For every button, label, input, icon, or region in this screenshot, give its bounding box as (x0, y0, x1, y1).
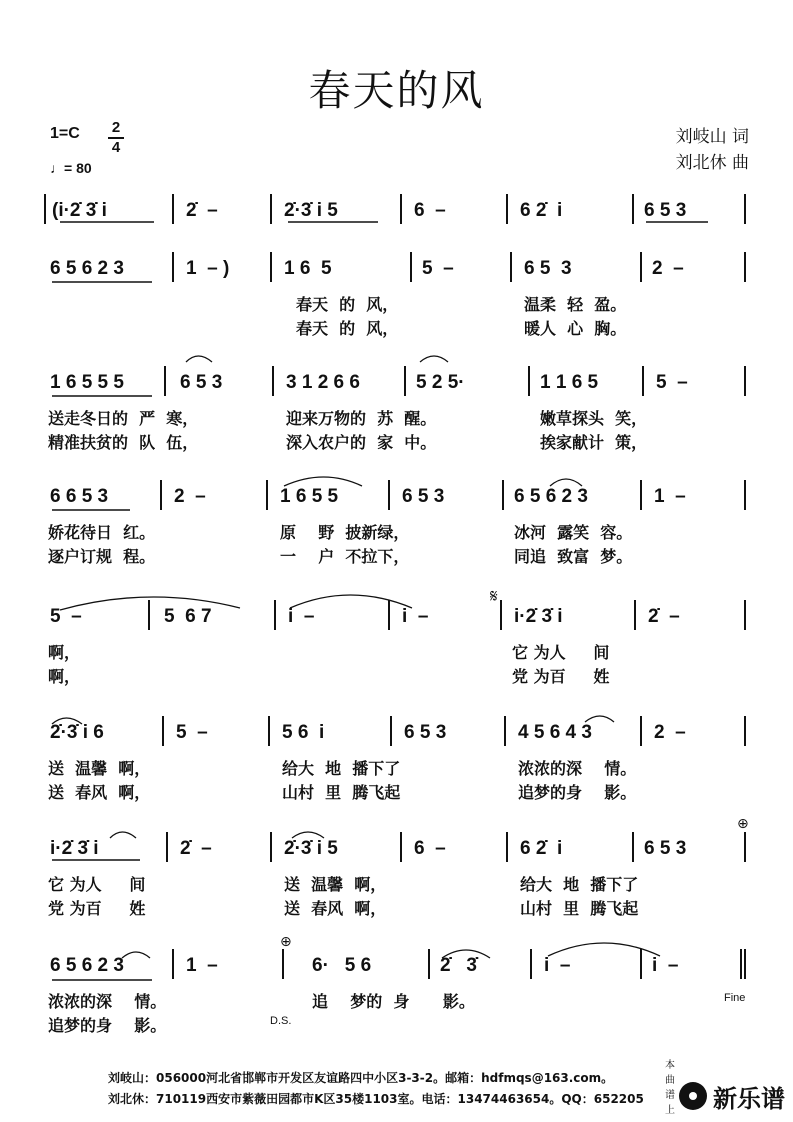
staff-line-4 (44, 486, 756, 576)
coda-icon: ⊕ (737, 816, 749, 832)
barline (530, 949, 532, 979)
composer-credit: 刘北休 曲 (675, 153, 749, 173)
notes-row (44, 838, 756, 868)
barline (500, 600, 502, 630)
lyric-phrase: 它 为人 间 (512, 643, 610, 662)
lyric-phrase: 送走冬日的 严 寒， (48, 409, 199, 428)
measure-notes: 5 – (422, 258, 454, 279)
time-signature-top: 2 (111, 119, 121, 136)
upload-note: 本曲谱上 (665, 1060, 675, 1116)
measure-notes: 5 6 i (282, 722, 325, 743)
barline (164, 366, 166, 396)
tempo-marking: ♩= 80 (50, 160, 92, 176)
ds-mark: D.S. (270, 1015, 292, 1027)
barline (740, 949, 742, 979)
measure-notes: 6 – (414, 200, 446, 221)
measure-notes: i – (288, 606, 315, 627)
measure-notes: 5 2 5· (416, 372, 465, 393)
measure-notes: 2̇ – (648, 606, 680, 627)
notes-row (44, 258, 756, 288)
lyricist-credit: 刘岐山 词 (675, 127, 749, 147)
measure-notes: 6 6 5 3 (50, 486, 109, 507)
staff-line-6 (44, 722, 756, 812)
measure-notes: 1 1 6 5 (540, 372, 599, 393)
measure-notes: 1 6 5 5 5 (50, 372, 124, 393)
lyric-phrase: 党 为百 姓 (48, 899, 146, 918)
measure-notes: 6 5 3 (404, 722, 447, 743)
time-signature (108, 120, 124, 156)
barline (266, 480, 268, 510)
measure-notes: 2 – (174, 486, 206, 507)
tie-arc (284, 477, 362, 486)
barline (172, 949, 174, 979)
barline (640, 949, 642, 979)
lyric-phrase: 送 温馨 啊， (48, 759, 151, 778)
barline (400, 832, 402, 862)
measure-notes: (i·2̇ 3̇ i (52, 200, 107, 221)
barline (160, 480, 162, 510)
lyric-phrase: 同追 致富 梦。 (514, 547, 633, 566)
barline (274, 600, 276, 630)
measure-notes: 5 6 7 (164, 606, 212, 627)
barline (270, 194, 272, 224)
barline (270, 252, 272, 282)
time-signature-bottom: 4 (111, 139, 121, 156)
tie-arc (420, 356, 448, 362)
barline (388, 600, 390, 630)
measure-notes: 2 – (654, 722, 686, 743)
barline (504, 716, 506, 746)
measure-notes: i·2̇ 3̇ i (50, 838, 99, 859)
measure-notes: 6 5 3 (180, 372, 223, 393)
tie-arc (186, 356, 212, 362)
barline (506, 194, 508, 224)
lyric-phrase: 春天 的 风， (296, 319, 399, 338)
measure-notes: 5 – (50, 606, 82, 627)
barline (744, 949, 746, 979)
barline (640, 480, 642, 510)
measure-notes: i – (402, 606, 429, 627)
barline (428, 949, 430, 979)
barline (744, 252, 746, 282)
measure-notes: 5 – (176, 722, 208, 743)
lyric-phrase: 迎来万物的 苏 醒。 (286, 409, 437, 428)
notes-row (44, 372, 756, 402)
key-signature: 1=C (50, 125, 80, 142)
measure-notes: 2̇·3̇ i 6 (50, 722, 104, 743)
barline (44, 194, 46, 224)
barline (632, 194, 634, 224)
barline (528, 366, 530, 396)
measure-notes: 6· 5 6 (312, 955, 372, 976)
lyric-phrase: 逐户订规 程。 (48, 547, 156, 566)
barline (640, 252, 642, 282)
lyric-phrase: 送 春风 啊， (284, 899, 387, 918)
lyric-phrase: 送 春风 啊， (48, 783, 151, 802)
lyric-phrase: 党 为百 姓 (512, 667, 610, 686)
lyric-phrase: 春天 的 风， (296, 295, 399, 314)
lyric-phrase: 温柔 轻 盈。 (524, 295, 627, 314)
staff-line-8 (44, 955, 756, 1045)
barline (744, 600, 746, 630)
measure-notes: 6 2̇ i (520, 838, 563, 859)
barline (404, 366, 406, 396)
measure-notes: 6 2̇ i (520, 200, 563, 221)
footer-contact-lyricist: 刘岐山：056000河北省邯郸市开发区友谊路四中小区3-3-2。邮箱：hdfmqs@163.com。 (108, 1071, 614, 1085)
measure-notes: 4 5 6 4 3 (518, 722, 592, 743)
staff-line-5 (44, 606, 756, 696)
lyric-phrase: 深入农户的 家 中。 (286, 433, 437, 452)
measure-notes: 6 5 3 (402, 486, 445, 507)
notes-row (44, 486, 756, 516)
lyric-phrase: 啊， (48, 667, 81, 686)
barline (272, 366, 274, 396)
lyric-phrase: 原 野 披新绿， (280, 523, 410, 542)
barline (388, 480, 390, 510)
measure-notes: 3 1 2 6 6 (286, 372, 360, 393)
barline (744, 194, 746, 224)
lyric-phrase: 浓浓的深 情。 (48, 992, 167, 1011)
barline (744, 366, 746, 396)
staff-line-2 (44, 258, 756, 348)
fine-mark: Fine (724, 992, 746, 1004)
measure-notes: 1 6 5 5 (280, 486, 339, 507)
page-title: 春天的风 (308, 66, 485, 115)
lyric-phrase: 追 梦的 身 影。 (312, 992, 475, 1011)
lyric-phrase: 精准扶贫的 队 伍， (48, 433, 199, 452)
barline (148, 600, 150, 630)
barline (744, 716, 746, 746)
notes-row (44, 722, 756, 752)
measure-notes: 6 5 6 2 3 (514, 486, 588, 507)
barline (162, 716, 164, 746)
lyric-phrase: 挨家献计 策， (540, 433, 648, 452)
tie-arc (550, 479, 582, 486)
measure-notes: 6 5 3 (524, 258, 572, 279)
notes-row (44, 606, 756, 636)
measure-notes: 2̇ – (180, 838, 212, 859)
barline (390, 716, 392, 746)
measure-notes: 1 – (186, 955, 218, 976)
measure-notes: 1 – (654, 486, 686, 507)
barline (268, 716, 270, 746)
lyric-phrase: 冰河 露笑 容。 (514, 523, 633, 542)
barline (172, 194, 174, 224)
barline (744, 832, 746, 862)
site-logo (665, 1060, 785, 1116)
barline (410, 252, 412, 282)
measure-notes: i – (544, 955, 571, 976)
measure-notes: 2̇ 3̇ (440, 955, 477, 976)
barline (502, 480, 504, 510)
notes-row (44, 955, 756, 985)
measure-notes: 6 – (414, 838, 446, 859)
measure-notes: 2̇·3̇ i 5 (284, 838, 338, 859)
lyric-phrase: 暖人 心 胸。 (524, 319, 627, 338)
measure-notes: 1 – ) (186, 258, 230, 279)
measure-notes: 1 6 5 (284, 258, 332, 279)
barline (510, 252, 512, 282)
barline (744, 480, 746, 510)
lyric-phrase: 浓浓的深 情。 (518, 759, 637, 778)
measure-notes: 2̇ – (186, 200, 218, 221)
lyric-phrase: 给大 地 播下了 (282, 759, 401, 778)
barline (640, 716, 642, 746)
lyric-phrase: 追梦的身 影。 (518, 783, 637, 802)
lyric-phrase: 山村 里 腾飞起 (520, 899, 639, 918)
barline (632, 832, 634, 862)
measure-notes: i – (652, 955, 679, 976)
measure-notes: 2̇·3̇ i 5 (284, 200, 338, 221)
coda-icon-2: ⊕ (280, 934, 292, 950)
barline (400, 194, 402, 224)
staff-line-7 (44, 838, 756, 928)
measure-notes: 6 5 6 2 3 (50, 955, 124, 976)
lyric-phrase: 嫩草探头 笑， (540, 409, 648, 428)
lyric-phrase: 追梦的身 影。 (48, 1016, 167, 1035)
barline (506, 832, 508, 862)
lyric-phrase: 它 为人 间 (48, 875, 146, 894)
record-disc-icon (679, 1082, 707, 1110)
measure-notes: 6 5 3 (644, 200, 687, 221)
notes-row (44, 200, 756, 230)
barline (642, 366, 644, 396)
segno-icon: 𝄋 (490, 586, 498, 607)
barline (270, 832, 272, 862)
measure-notes: 6 5 6 2 3 (50, 258, 124, 279)
footer-contact-composer: 刘北休：710119西安市紫薇田园都市K区35楼1103室。电话：13474463654。QQ：652205 (108, 1092, 644, 1106)
lyric-phrase: 给大 地 播下了 (520, 875, 639, 894)
lyric-phrase: 一 户 不拉下， (280, 547, 410, 566)
staff-line-3 (44, 372, 756, 462)
measure-notes: 2 – (652, 258, 684, 279)
logo-text: 新乐谱 (713, 1084, 785, 1113)
lyric-phrase: 山村 里 腾飞起 (282, 783, 401, 802)
lyric-phrase: 啊， (48, 643, 81, 662)
barline (282, 949, 284, 979)
lyric-phrase: 娇花待日 红。 (48, 523, 156, 542)
barline (166, 832, 168, 862)
lyric-phrase: 送 温馨 啊， (284, 875, 387, 894)
measure-notes: 5 – (656, 372, 688, 393)
barline (172, 252, 174, 282)
barline (634, 600, 636, 630)
measure-notes: i·2̇ 3̇ i (514, 606, 563, 627)
measure-notes: 6 5 3 (644, 838, 687, 859)
